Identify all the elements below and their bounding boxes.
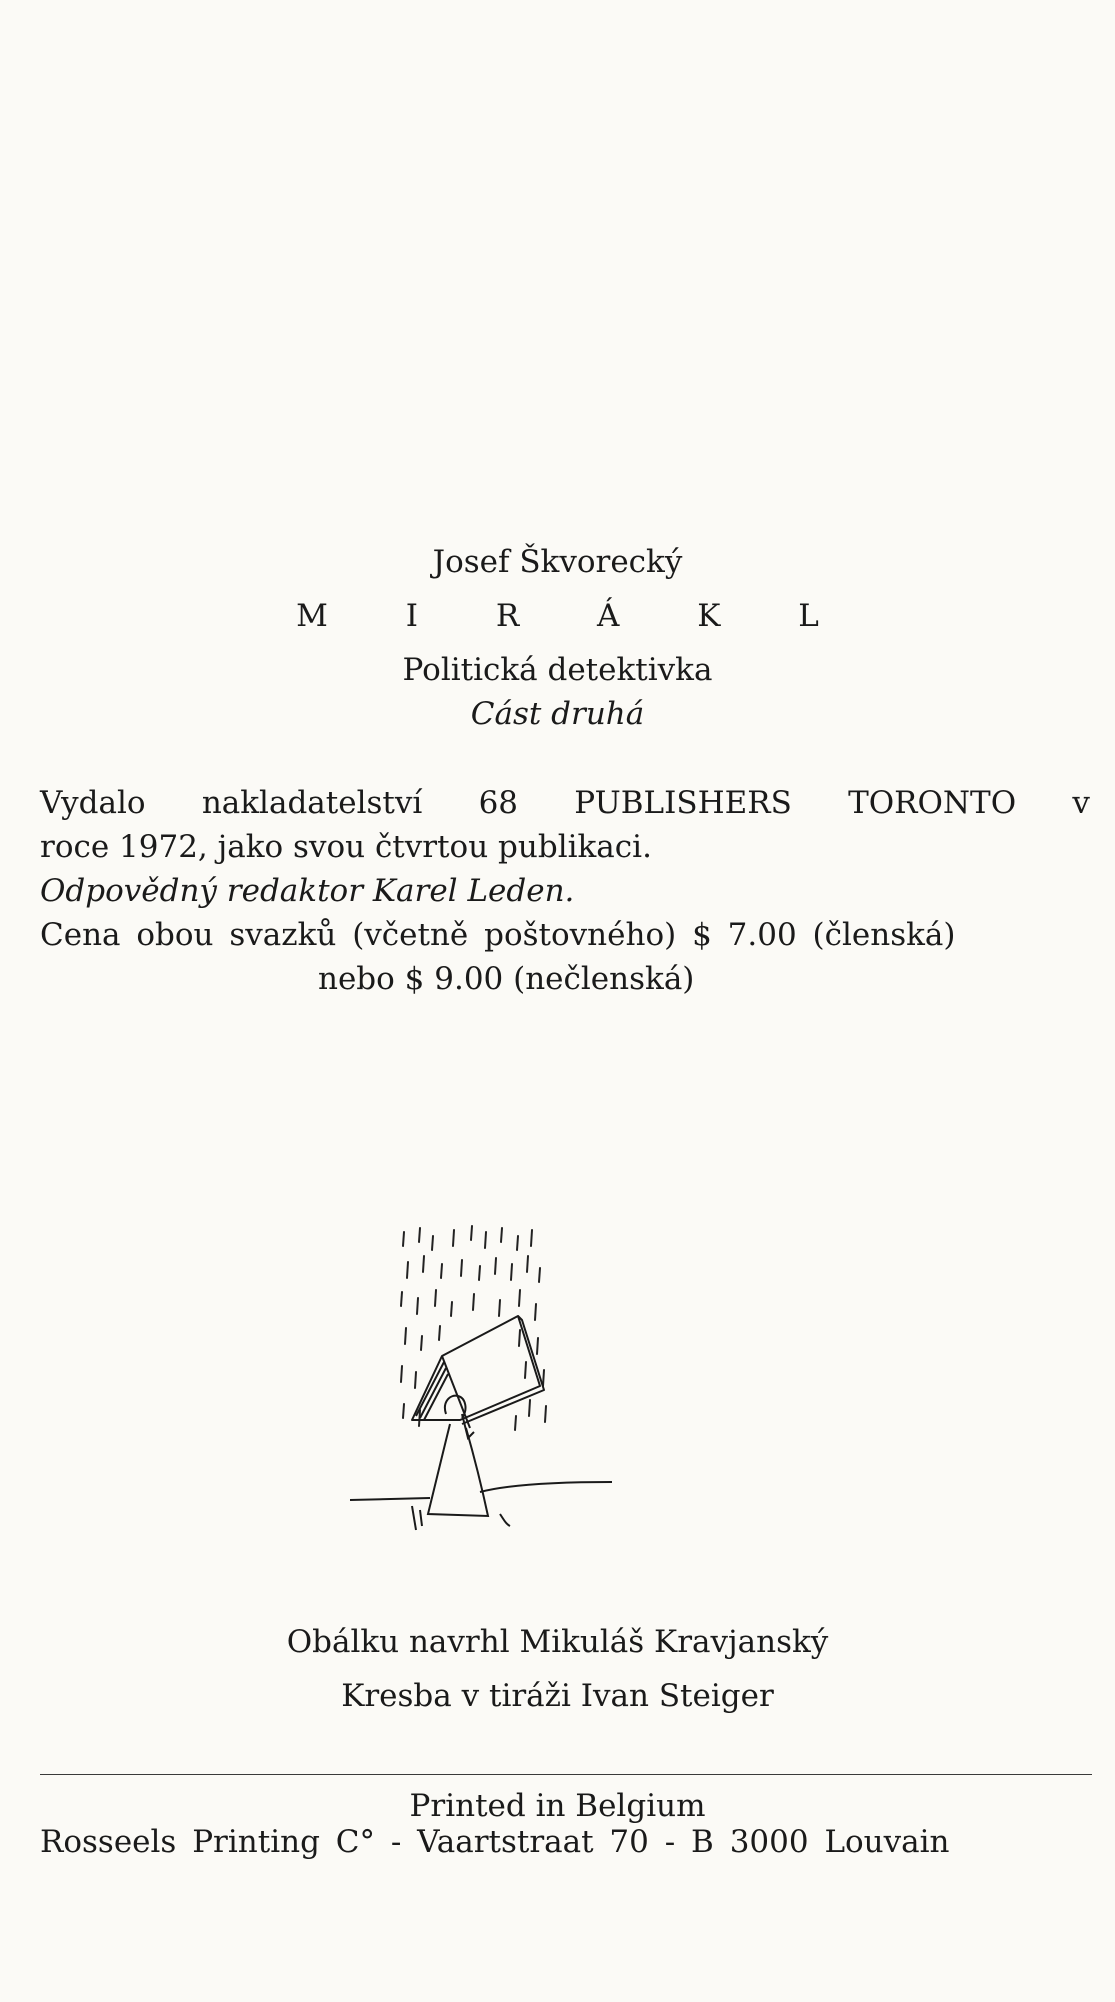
- publisher-line-1-word: 68: [478, 785, 519, 821]
- book-shape: [412, 1316, 544, 1428]
- illustration-book-in-rain: [350, 1220, 680, 1550]
- publisher-line-1-word: v: [1072, 785, 1090, 821]
- editor-line: Odpovědný redaktor Karel Leden.: [40, 873, 575, 909]
- printed-in: Printed in Belgium: [409, 1788, 706, 1824]
- publisher-line-1-word: PUBLISHERS: [574, 785, 792, 821]
- book-subtitle: Politická detektivka: [402, 652, 713, 688]
- price-line: Cena obou svazků (včetně poštovného) $ 7.00 (členská): [40, 917, 956, 953]
- book-title: M I R Á K L: [296, 598, 853, 634]
- book-part: Cást druhá: [470, 696, 645, 732]
- publisher-line-2: roce 1972, jako svou čtvrtou publikaci.: [40, 829, 652, 865]
- price-line-2: nebo $ 9.00 (nečlenská): [318, 961, 695, 997]
- publisher-line-1-word: nakladatelství: [201, 785, 423, 821]
- divider-rule: [40, 1774, 1092, 1775]
- drawing-credit: Kresba v tiráži Ivan Steiger: [341, 1678, 774, 1714]
- publisher-line-1: [40, 783, 1090, 823]
- author-name: Josef Škvorecký: [432, 544, 683, 580]
- publisher-line-1-word: TORONTO: [848, 785, 1017, 821]
- rain-figure-drawing: [350, 1220, 680, 1550]
- cover-credit: Obálku navrhl Mikuláš Kravjanský: [286, 1624, 829, 1660]
- printer-address: Rosseels Printing C° - Vaartstraat 70 - B 3000 Louvain: [40, 1824, 950, 1860]
- publisher-line-1-word: Vydalo: [40, 785, 146, 821]
